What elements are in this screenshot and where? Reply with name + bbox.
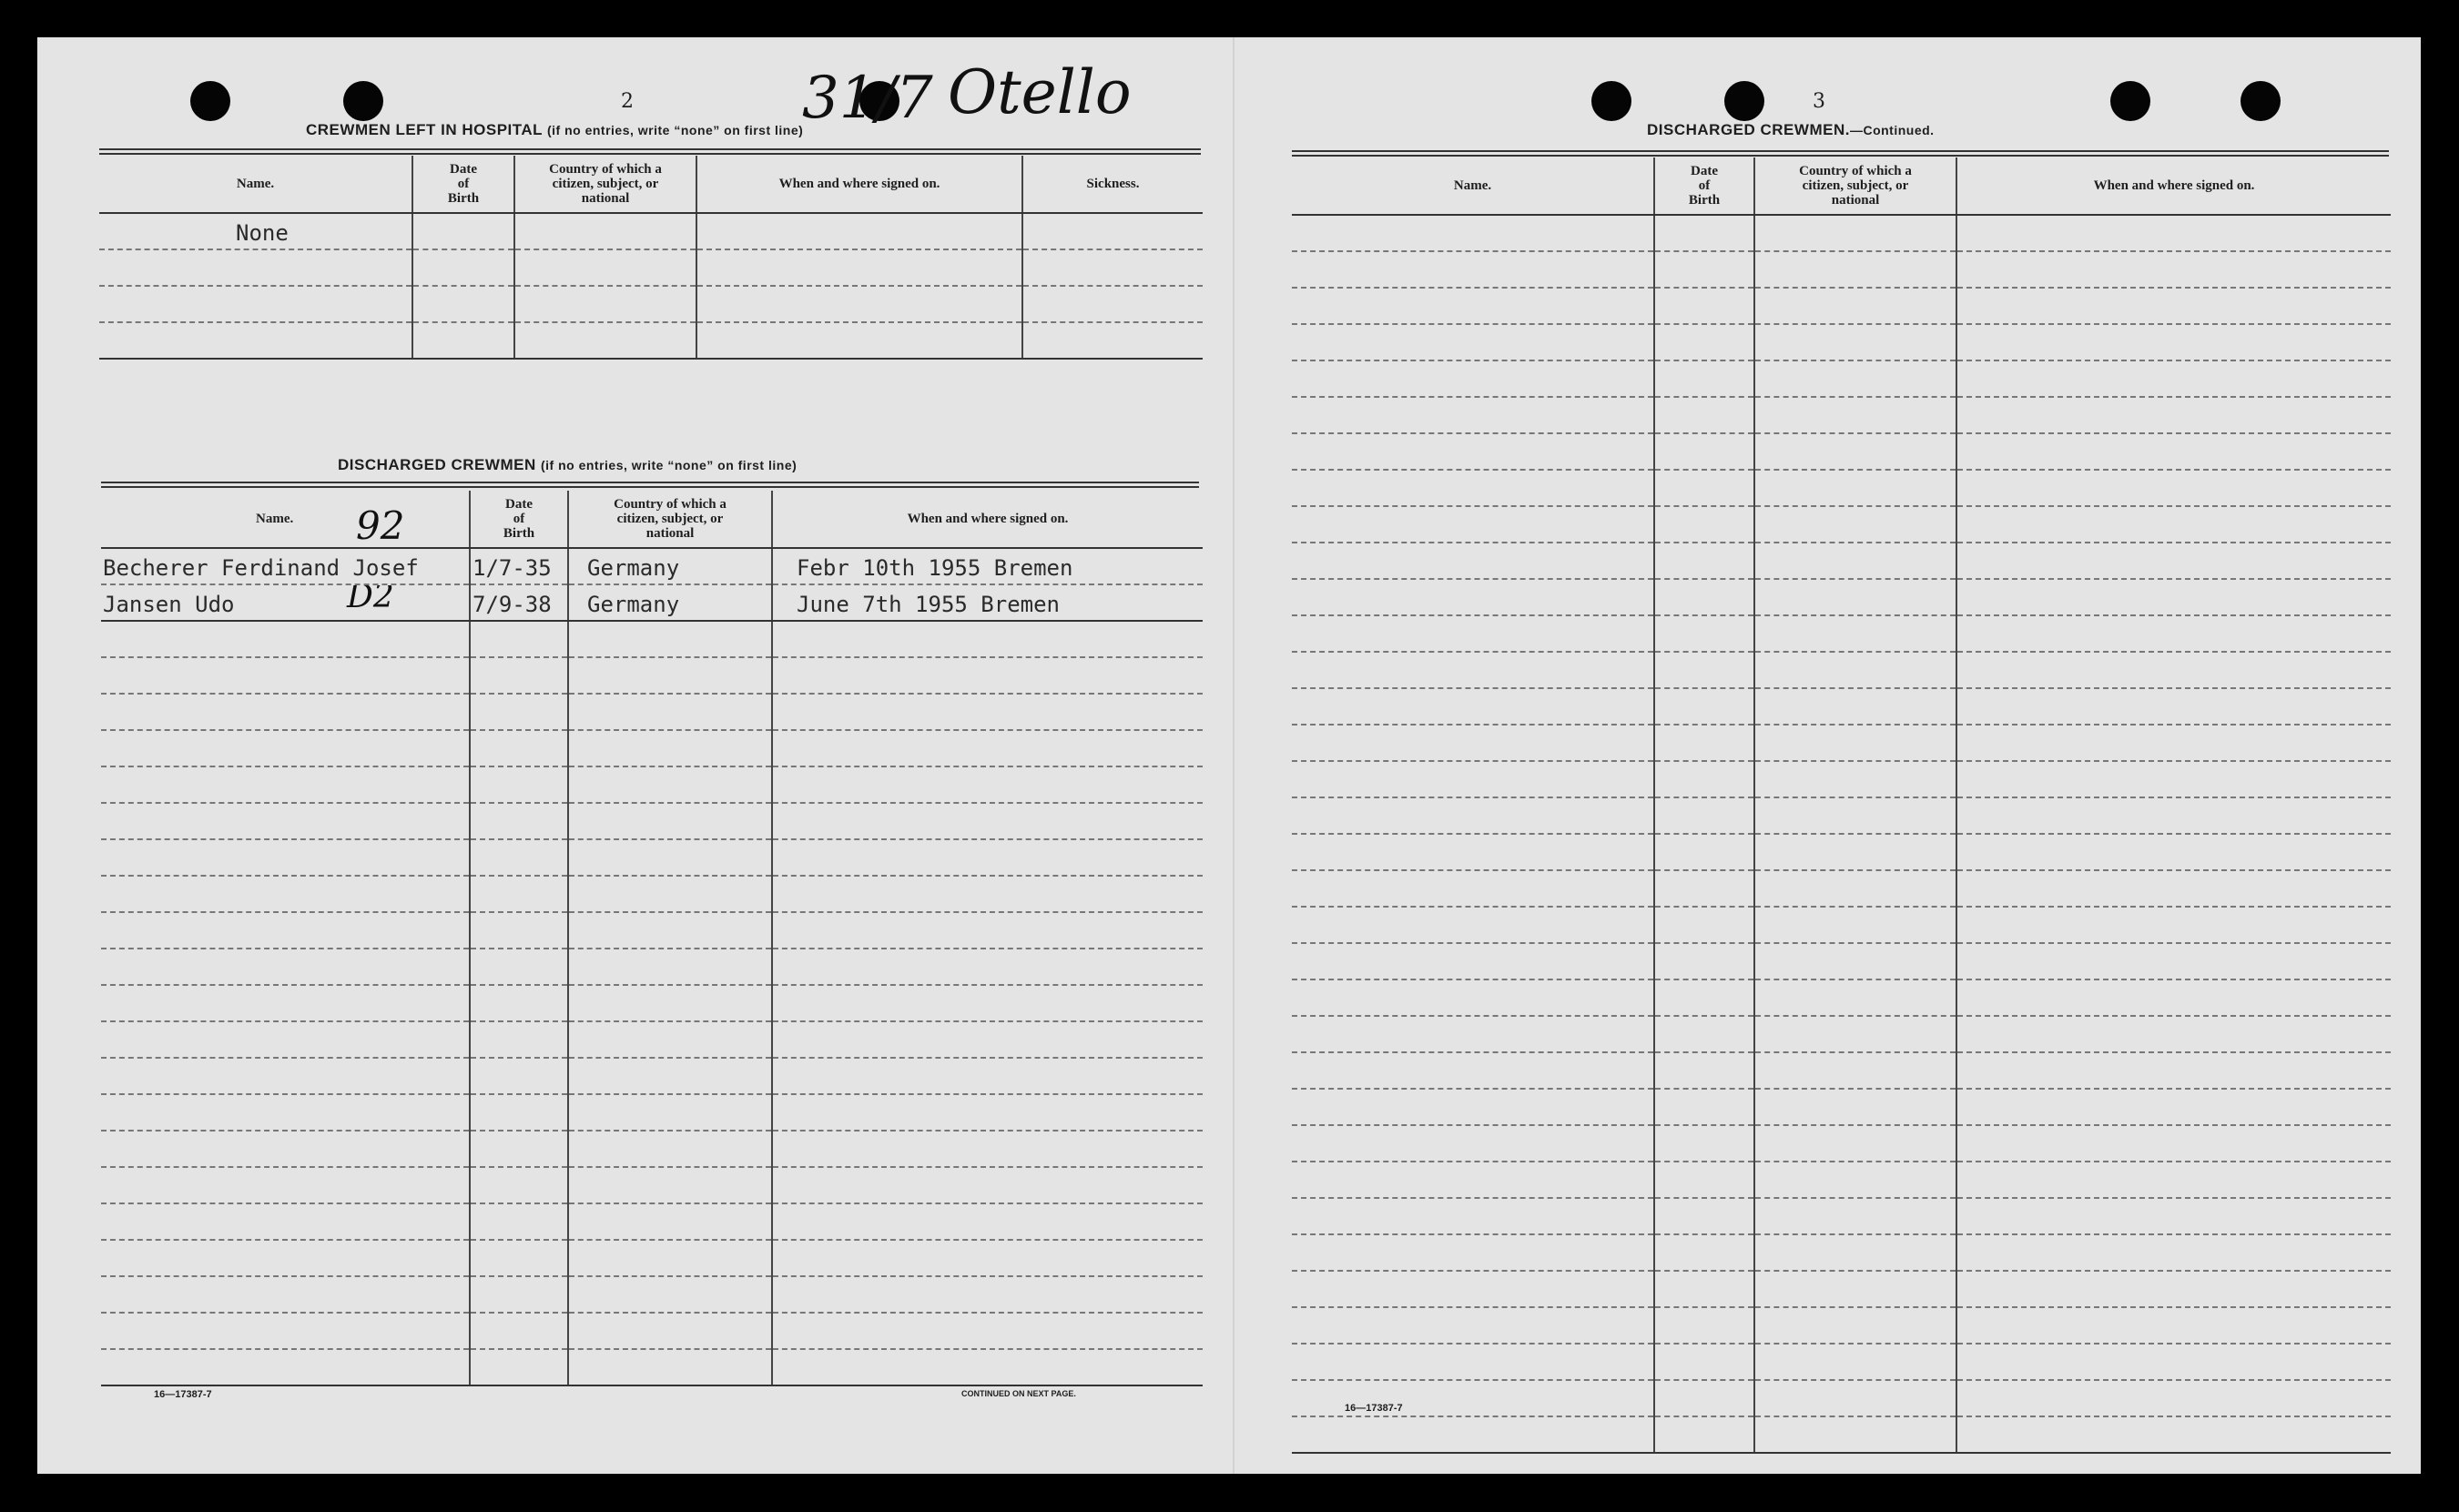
- crew-signed-on: June 7th 1955 Bremen: [772, 584, 1203, 621]
- right-col-country: [1754, 157, 1956, 215]
- table-row: [101, 1240, 1203, 1276]
- right-top-rule-2: [1292, 155, 2389, 157]
- hospital-col-country: [514, 156, 696, 213]
- table-row: [1292, 870, 2391, 907]
- table-row: [1292, 215, 2391, 251]
- table-row: [1292, 1198, 2391, 1234]
- discharged-section-title: [338, 456, 797, 474]
- table-row: [1292, 1380, 2391, 1416]
- table-row: [101, 985, 1203, 1021]
- hospital-col-name: Name.: [99, 156, 412, 213]
- discharged-title-text: DISCHARGED CREWMEN: [338, 456, 536, 473]
- discharged-col-dob-l2: of: [513, 512, 525, 526]
- table-row: [1292, 725, 2391, 761]
- hospital-section-title: [306, 121, 803, 139]
- form-number-left: 16—17387-7: [154, 1389, 212, 1400]
- handwritten-ship-name: Otello: [948, 57, 1132, 127]
- crew-dob: 7/9-38: [470, 584, 568, 621]
- table-row: [1292, 1416, 2391, 1453]
- handwritten-header-mark: 92: [356, 503, 405, 548]
- hospital-title-note: (if no entries, write “none” on first line): [547, 123, 804, 137]
- table-row: [1292, 615, 2391, 652]
- discharged-col-dob-l1: Date: [505, 497, 533, 512]
- table-row: [99, 213, 1203, 249]
- right-title-text: DISCHARGED CREWMEN.: [1647, 121, 1850, 138]
- table-row: [1292, 1271, 2391, 1307]
- table-row: [101, 1203, 1203, 1240]
- hospital-col-signed: When and where signed on.: [696, 156, 1022, 213]
- table-row: [1292, 579, 2391, 615]
- table-row: [1292, 288, 2391, 324]
- table-row: [101, 1313, 1203, 1349]
- right-col-dob-l3: Birth: [1688, 193, 1721, 208]
- right-col-name: Name.: [1292, 157, 1654, 215]
- table-row: [101, 1058, 1203, 1094]
- hospital-col-country-l3: national: [581, 191, 630, 206]
- table-row: [101, 584, 1203, 621]
- table-row: [101, 1094, 1203, 1131]
- table-row: [1292, 360, 2391, 397]
- table-row: [1292, 797, 2391, 834]
- right-title-suffix: —Continued.: [1849, 123, 1935, 137]
- discharged-top-rule-2: [101, 486, 1199, 488]
- punch-hole-1: [190, 81, 230, 121]
- punch-hole-6: [2110, 81, 2150, 121]
- table-row: [1292, 834, 2391, 870]
- manifest-sheet: [37, 37, 2421, 1474]
- table-row: [1292, 1052, 2391, 1089]
- right-col-country-l2: citizen, subject, or: [1802, 178, 1909, 193]
- table-row: [1292, 1016, 2391, 1052]
- punch-hole-5: [1724, 81, 1764, 121]
- table-row: [99, 249, 1203, 286]
- table-row: [1292, 433, 2391, 470]
- table-row: [101, 621, 1203, 657]
- table-row: [101, 839, 1203, 876]
- table-row: [99, 322, 1203, 359]
- hospital-col-dob-l2: of: [457, 177, 470, 191]
- table-row: [101, 1131, 1203, 1167]
- discharged-col-dob-l3: Birth: [503, 526, 535, 541]
- right-col-dob-l1: Date: [1691, 164, 1718, 178]
- right-col-country-l3: national: [1831, 193, 1880, 208]
- table-row: [101, 1167, 1203, 1203]
- discharged-col-country-l1: Country of which a: [614, 497, 727, 512]
- table-row: [1292, 1307, 2391, 1344]
- table-row: [1292, 688, 2391, 725]
- continued-note: CONTINUED ON NEXT PAGE.: [961, 1389, 1076, 1398]
- table-row: [1292, 324, 2391, 360]
- table-row: [101, 803, 1203, 839]
- hospital-col-dob-l3: Birth: [447, 191, 480, 206]
- table-row: [1292, 979, 2391, 1016]
- handwritten-date: 31/7: [802, 65, 933, 132]
- right-col-dob: [1654, 157, 1754, 215]
- discharged-table: [101, 491, 1203, 1386]
- table-row: [1292, 761, 2391, 797]
- right-top-rule: [1292, 150, 2389, 152]
- hospital-col-country-l1: Country of which a: [549, 162, 662, 177]
- crew-signed-on: Febr 10th 1955 Bremen: [772, 548, 1203, 584]
- discharged-col-country-l2: citizen, subject, or: [616, 512, 724, 526]
- discharged-col-name: Name.: [101, 491, 470, 548]
- hospital-title-text: CREWMEN LEFT IN HOSPITAL: [306, 121, 543, 138]
- crew-name: [101, 584, 470, 621]
- right-col-signed: When and where signed on.: [1956, 157, 2391, 215]
- table-row: [101, 912, 1203, 949]
- right-col-country-l1: Country of which a: [1799, 164, 1912, 178]
- hospital-top-rule-2: [99, 153, 1201, 155]
- crew-country: Germany: [568, 584, 772, 621]
- right-section-title: [1647, 121, 1935, 139]
- table-row: [1292, 1162, 2391, 1198]
- hospital-col-dob-l1: Date: [450, 162, 477, 177]
- table-row: [101, 1276, 1203, 1313]
- table-row: [101, 766, 1203, 803]
- table-row: [1292, 543, 2391, 579]
- table-row: [1292, 1089, 2391, 1125]
- hospital-col-sickness: Sickness.: [1022, 156, 1203, 213]
- table-row: [1292, 251, 2391, 288]
- table-row: [1292, 907, 2391, 943]
- table-row: [101, 548, 1203, 584]
- table-row: [1292, 1344, 2391, 1380]
- table-row: [101, 694, 1203, 730]
- page-number-left: 2: [621, 90, 634, 113]
- table-row: [1292, 943, 2391, 979]
- crew-dob: 1/7-35: [470, 548, 568, 584]
- discharged-top-rule: [101, 482, 1199, 483]
- table-row: [99, 286, 1203, 322]
- table-row: [101, 1021, 1203, 1058]
- discharged-col-country: [568, 491, 772, 548]
- crew-name-text: Jansen Udo: [103, 592, 235, 617]
- table-row: [1292, 506, 2391, 543]
- hospital-first-entry: None: [99, 213, 412, 249]
- right-discharged-table: [1292, 157, 2391, 1454]
- crew-name: Becherer Ferdinand Josef: [101, 548, 470, 584]
- punch-hole-4: [1591, 81, 1631, 121]
- discharged-col-country-l3: national: [645, 526, 695, 541]
- crew-country: Germany: [568, 548, 772, 584]
- punch-hole-2: [343, 81, 383, 121]
- table-row: [1292, 1125, 2391, 1162]
- table-row: [101, 730, 1203, 766]
- discharged-col-signed: When and where signed on.: [772, 491, 1203, 548]
- hospital-top-rule: [99, 148, 1201, 150]
- table-row: [1292, 470, 2391, 506]
- page-number-right: 3: [1813, 90, 1825, 113]
- right-col-dob-l2: of: [1698, 178, 1711, 193]
- table-row: [1292, 652, 2391, 688]
- hospital-col-country-l2: citizen, subject, or: [552, 177, 659, 191]
- table-row: [1292, 1234, 2391, 1271]
- hospital-table: [99, 156, 1203, 360]
- table-row: [101, 876, 1203, 912]
- handwritten-row-mark: D2: [347, 584, 394, 615]
- punch-hole-7: [2241, 81, 2281, 121]
- hospital-col-dob: [412, 156, 514, 213]
- discharged-col-dob: [470, 491, 568, 548]
- form-number-right: 16—17387-7: [1345, 1403, 1403, 1414]
- table-row: [101, 1349, 1203, 1385]
- discharged-title-note: (if no entries, write “none” on first line): [540, 458, 798, 472]
- table-row: [101, 657, 1203, 694]
- table-row: [1292, 397, 2391, 433]
- table-row: [101, 949, 1203, 985]
